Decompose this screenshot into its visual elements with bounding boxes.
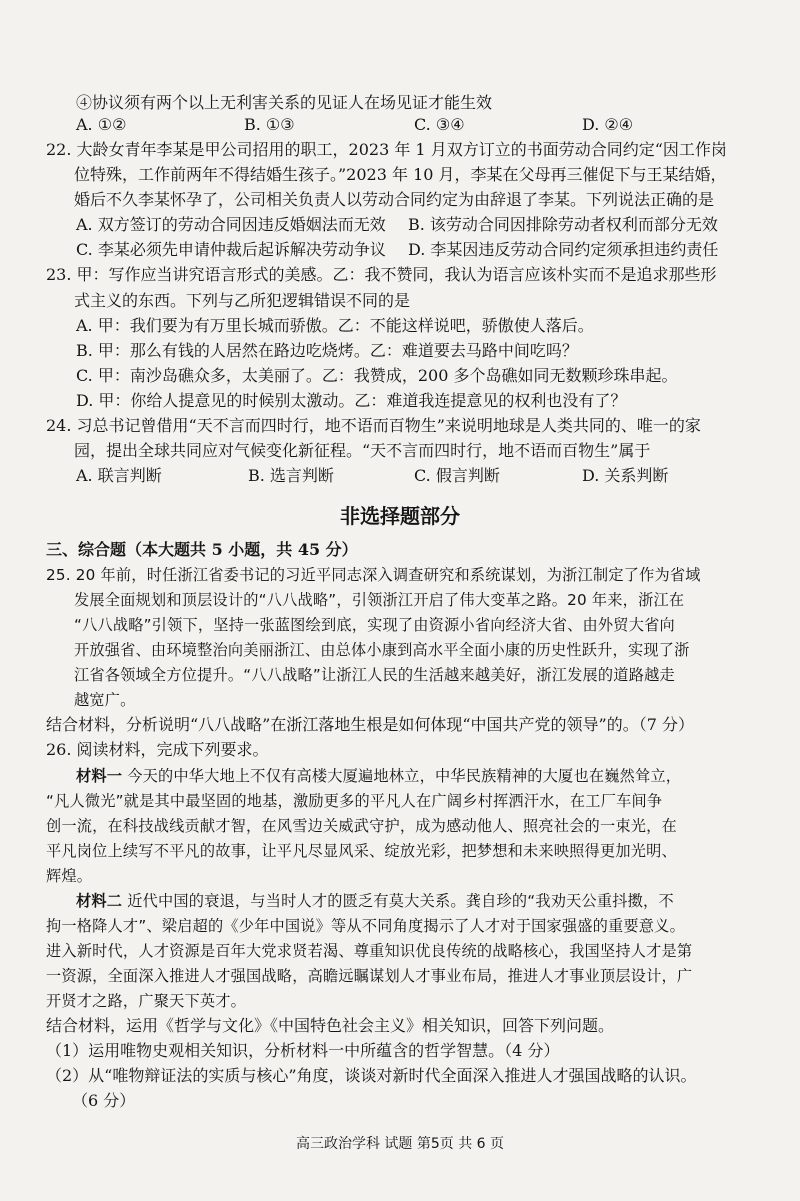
q23-option-b: B. 甲：那么有钱的人居然在路边吃烧烤。乙：难道要去马路中间吃吗？ — [76, 341, 578, 360]
material2-label: 材料二 — [76, 892, 123, 910]
q26-material1-line: 辉煌。 — [46, 867, 93, 885]
page-footer: 高三政治学科 试题 第5页 共 6 页 — [295, 1136, 505, 1152]
q22-stem-line: 22. 大龄女青年李某是甲公司招用的职工，2023 年 1 月双方订立的书面劳动合同约定“因工作岗 — [46, 140, 727, 159]
q26-sub2: （2）从“唯物辩证法的实质与核心”角度，谈谈对新时代全面深入推进人才强国战略的认识。 — [46, 1066, 697, 1085]
q21-option-c: C. ③④ — [414, 115, 465, 134]
material2-text: 近代中国的衰退，与当时人才的匮乏有莫大关系。龚自珍的“我劝天公重抖擞，不 — [127, 892, 674, 910]
q24-option-c: C. 假言判断 — [414, 466, 500, 485]
q23-option-a: A. 甲：我们要为有万里长城而骄傲。乙：不能这样说吧，骄傲使人落后。 — [76, 316, 594, 335]
section3-heading: 三、综合题（本大题共 5 小题，共 45 分） — [46, 540, 358, 559]
q21-option-b: B. ①③ — [244, 115, 295, 134]
q26-material2-line: 开贤才之路，广聚天下英才。 — [46, 992, 247, 1010]
q26-material2-line: 拘一格降人才”、梁启超的《少年中国说》等从不同角度揭示了人才对于国家强盛的重要意义。 — [46, 917, 685, 935]
material1-text: 今天的中华大地上不仅有高楼大厦遍地林立，中华民族精神的大厦也在巍然耸立， — [127, 767, 682, 785]
q22-stem-line: 位特殊，工作前两年不得结婚生孩子。”2023 年 10 月，李某在父母再三催促下与王某结婚， — [74, 165, 727, 184]
q25-material-line: 开放强省、由环境整治向美丽浙江、由总体小康到高水平全面小康的历史性跃升，实现了浙 — [74, 641, 690, 659]
q26-sub1: （1）运用唯物史观相关知识，分析材料一中所蕴含的哲学智慧。（4 分） — [46, 1041, 560, 1060]
q26-sub2-score: （6 分） — [72, 1091, 136, 1110]
q22-option-c: C. 李某必须先申请仲裁后起诉解决劳动争议 — [76, 240, 386, 259]
q24-option-b: B. 选言判断 — [248, 466, 334, 485]
q26-material1-line — [76, 765, 681, 787]
q23-option-d: D. 甲：你给人提意见的时候别太激动。乙：难道我连提意见的权利也没有了？ — [76, 391, 627, 410]
q24-option-a: A. 联言判断 — [76, 466, 162, 485]
q26-material1-line: 创一流，在科技战线贡献才智，在风雪边关威武守护，成为感动他人、照亮社会的一束光，在 — [46, 817, 677, 835]
q21-option-a: A. ①② — [76, 115, 127, 134]
q25-material-line: 越宽广。 — [74, 691, 136, 709]
q26-material2-line — [76, 890, 674, 912]
q26-material2-line: 进入新时代，人才资源是百年大党求贤若渴、尊重知识优良传统的战略核心，我国坚持人才是第 — [46, 942, 693, 960]
q23-stem-line: 23. 甲：写作应当讲究语言形式的美感。乙：我不赞同，我认为语言应该朴实而不是追求那些形 — [46, 265, 717, 284]
q22-option-b: B. 该劳动合同因排除劳动者权利而部分无效 — [408, 215, 718, 234]
section-title: 非选择题部分 — [340, 504, 460, 528]
q22-option-d: D. 李某因违反劳动合同约定须承担违约责任 — [408, 240, 719, 259]
q22-stem-line: 婚后不久李某怀孕了，公司相关负责人以劳动合同约定为由辞退了李某。下列说法正确的是 — [74, 190, 715, 209]
q25-material-line: “八八战略”引领下，坚持一张蓝图绘到底，实现了由资源小省向经济大省、由外贸大省向 — [74, 616, 675, 634]
q23-option-c: C. 甲：南沙岛礁众多，太美丽了。乙：我赞成，200 多个岛礁如同无数颗珍珠串起。 — [76, 366, 678, 385]
q25-question: 结合材料，分析说明“八八战略”在浙江落地生根是如何体现“中国共产党的领导”的。（7 分） — [46, 715, 694, 734]
q24-option-d: D. 关系判断 — [582, 466, 669, 485]
q25-material-line: 江省各领域全方位提升。“八八战略”让浙江人民的生活越来越美好，浙江发展的道路越走 — [74, 666, 675, 684]
q26-material2-line: 一资源，全面深入推进人才强国战略，高瞻远瞩谋划人才事业布局，推进人才事业顶层设计，广 — [46, 967, 693, 985]
material1-label: 材料一 — [76, 767, 123, 785]
q21-item4: ④协议须有两个以上无利害关系的见证人在场见证才能生效 — [76, 93, 493, 112]
q26-intro: 26. 阅读材料，完成下列要求。 — [46, 740, 269, 759]
q25-material-line: 25. 20 年前，时任浙江省委书记的习近平同志深入调查研究和系统谋划，为浙江制定了作为省域 — [46, 566, 701, 584]
q26-instruction: 结合材料，运用《哲学与文化》《中国特色社会主义》相关知识，回答下列问题。 — [46, 1016, 615, 1035]
q25-material-line: 发展全面规划和顶层设计的“八八战略”，引领浙江开启了伟大变革之路。20 年来，浙江在 — [74, 591, 685, 609]
q24-stem-line: 24. 习总书记曾借用“天不言而四时行，地不语而百物生”来说明地球是人类共同的、唯一的家 — [46, 416, 701, 435]
q21-option-d: D. ②④ — [582, 115, 634, 134]
q23-stem-line: 式主义的东西。下列与乙所犯逻辑错误不同的是 — [74, 291, 411, 310]
q26-material1-line: 平凡岗位上续写不平凡的故事，让平凡尽显风采、绽放光彩，把梦想和未来映照得更加光明、 — [46, 842, 677, 860]
q26-material1-line: “凡人微光”就是其中最坚固的地基，激励更多的平凡人在广阔乡村挥洒汗水，在工厂车间争 — [46, 792, 663, 810]
q22-option-a: A. 双方签订的劳动合同因违反婚姻法而无效 — [76, 215, 386, 234]
q24-stem-line: 园，提出全球共同应对气候变化新征程。“天不言而四时行，地不语而百物生”属于 — [74, 441, 651, 460]
